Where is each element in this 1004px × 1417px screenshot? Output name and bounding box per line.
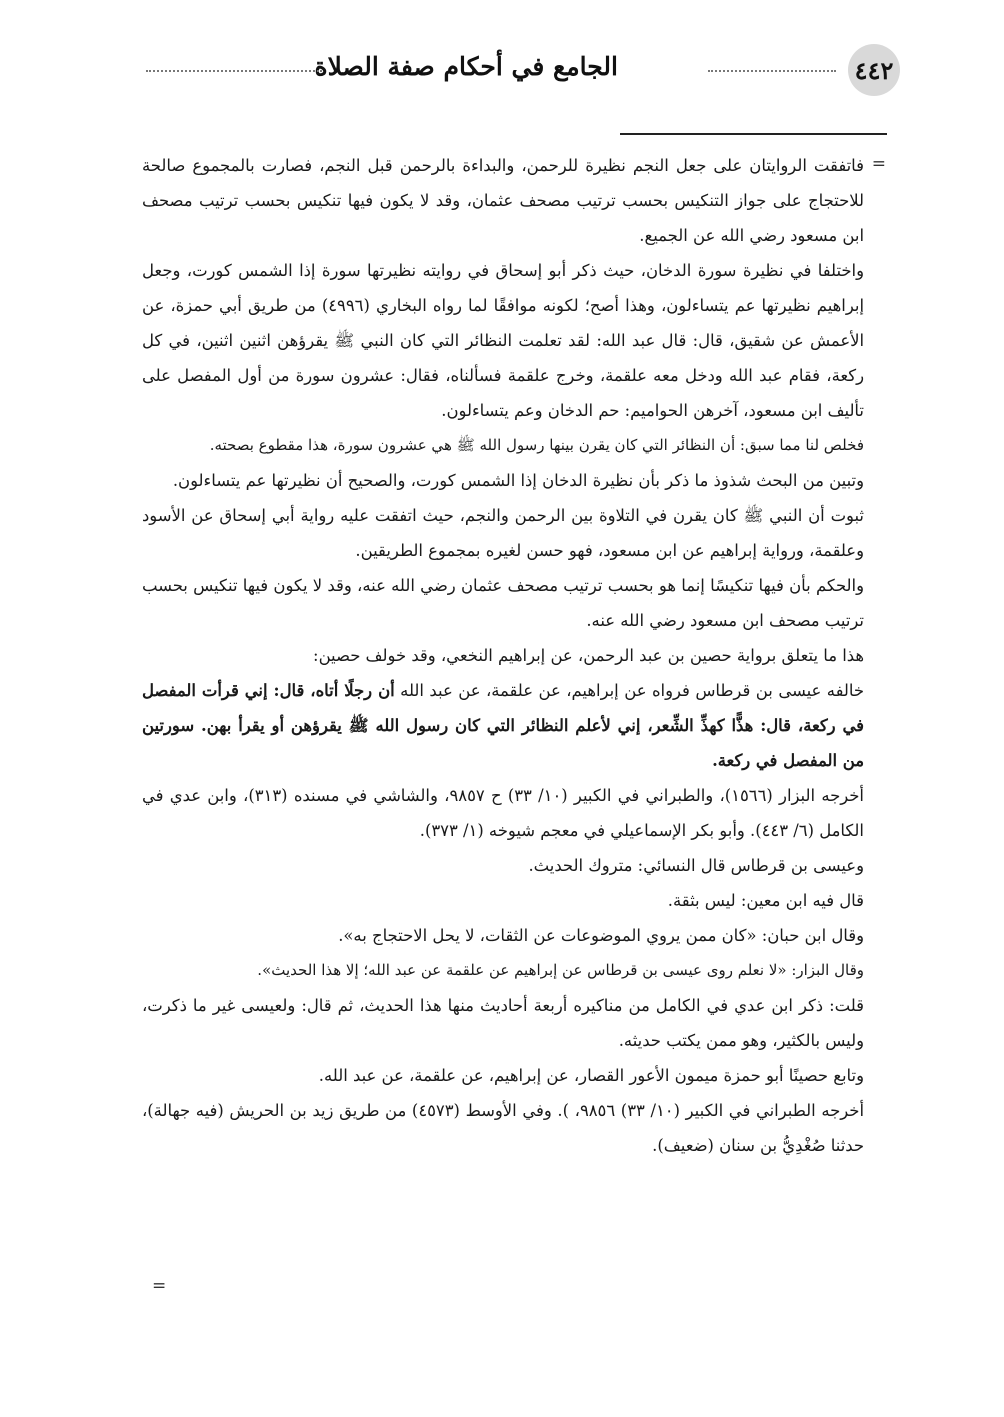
paragraph: هذا ما يتعلق برواية حصين بن عبد الرحمن، عن إبراهيم النخعي، وقد خولف حصين: (313, 646, 864, 665)
paragraph: قال فيه ابن معين: ليس بثقة. (667, 891, 864, 910)
narration-intro: خالفه عيسى بن قرطاس فرواه عن إبراهيم، عن علقمة، عن عبد الله (394, 681, 865, 700)
footnote-separator (620, 133, 887, 135)
paragraph: واختلفا في نظيرة سورة الدخان، حيث ذكر أبو إسحاق في روايته نظيرتها سورة إذا الشمس كورت، وجعل إبراهيم نظيرتها عم يتساءلون، وهذا أصح؛ لكونه موافقًا لما رواه البخاري (٤٩٩٦) من طريق أبي حمزة، عن الأعمش عن شقيق، قال: قال عبد الله: لقد تعلمت النظائر التي كان النبي ﷺ يقرؤهن اثنين اثنين، في كل ركعة، فقام عبد الله ودخل معه علقمة، وخرج علقمة فسألناه، فقال: عشرون سورة من أول المفصل على تأليف ابن مسعود، آخرهن الحواميم: حم الدخان وعم يتساءلون. (142, 261, 865, 420)
header-dotted-leader-right (708, 70, 836, 72)
narration-paragraph (142, 673, 864, 778)
header-dotted-leader-left (146, 70, 322, 72)
page-number: ٤٤٢ (848, 44, 900, 96)
paragraph: ثبوت أن النبي ﷺ كان يقرن في التلاوة بين الرحمن والنجم، حيث اتفقت عليه رواية أبي إسحاق عن الأسود وعلقمة، ورواية إبراهيم عن ابن مسعود، فهو حسن لغيره بمجموع الطريقين. (142, 506, 864, 560)
continuation-marker-bottom: = (152, 1276, 167, 1296)
paragraph: فاتفقت الروايتان على جعل النجم نظيرة للرحمن، والبداءة بالرحمن قبل النجم، فصارت بالمجموع صالحة للاحتجاج على جواز التنكيس بحسب ترتيب مصحف عثمان، وقد لا يكون فيها تنكيس بحسب ترتيب مصحف ابن مسعود رضي الله عن الجميع. (142, 156, 864, 245)
footnote-body (142, 148, 864, 1163)
page-header (140, 44, 900, 100)
continuation-marker-top: = (871, 154, 886, 174)
paragraph: والحكم بأن فيها تنكيسًا إنما هو بحسب ترتيب مصحف عثمان رضي الله عنه، وقد لا يكون فيها تنكيس بحسب ترتيب مصحف ابن مسعود رضي الله عنه. (142, 576, 864, 630)
book-title: الجامع في أحكام صفة الصلاة (314, 52, 618, 81)
paragraph: فخلص لنا مما سبق: أن النظائر التي كان يقرن بينها رسول الله ﷺ هي عشرون سورة، هذا مقطوع بصحته. (209, 436, 864, 454)
paragraph: وتبين من البحث شذوذ ما ذكر بأن نظيرة الدخان إذا الشمس كورت، والصحيح أن نظيرتها عم يتساءلون. (172, 471, 864, 490)
paragraph: قلت: ذكر ابن عدي في الكامل من مناكيره أربعة أحاديث منها هذا الحديث، ثم قال: ولعيسى غير ما ذكرت، وليس بالكثير، وهو ممن يكتب حديثه. (142, 996, 864, 1050)
paragraph: وعيسى بن قرطاس قال النسائي: متروك الحديث. (528, 856, 864, 875)
paragraph: أخرجه البزار (١٥٦٦)، والطبراني في الكبير (١٠/ ٣٣) ح ٩٨٥٧، والشاشي في مسنده (٣١٣)، وابن عدي في الكامل (٦/ ٤٤٣). وأبو بكر الإسماعيلي في معجم شيوخه (١/ ٣٧٣). (142, 786, 864, 840)
paragraph: وقال البزار: «لا نعلم روى عيسى بن قرطاس عن إبراهيم عن علقمة عن عبد الله؛ إلا هذا الحديث». (257, 961, 864, 979)
paragraph: أخرجه الطبراني في الكبير (١٠/ ٣٣) ٩٨٥٦، ). وفي الأوسط (٤٥٧٣) من طريق زيد بن الحريش (فيه جهالة)، حدثنا صُغْدِيُّ بن سنان (ضعيف). (142, 1101, 864, 1155)
paragraph: وتابع حصينًا أبو حمزة ميمون الأعور القصار، عن إبراهيم، عن علقمة، عن عبد الله. (318, 1066, 864, 1085)
paragraph: وقال ابن حبان: «كان ممن يروي الموضوعات عن الثقات، لا يحل الاحتجاج به». (338, 926, 864, 945)
hadith-text: أن رجلًا أتاه، قال: إني قرأت المفصل في ركعة، قال: هذًّا كهذِّ الشِّعر، إني لأعلم النظائر التي كان رسول الله ﷺ يقرؤهن أو يقرأ بهن. سورتين من المفصل في ركعة. (142, 681, 864, 770)
